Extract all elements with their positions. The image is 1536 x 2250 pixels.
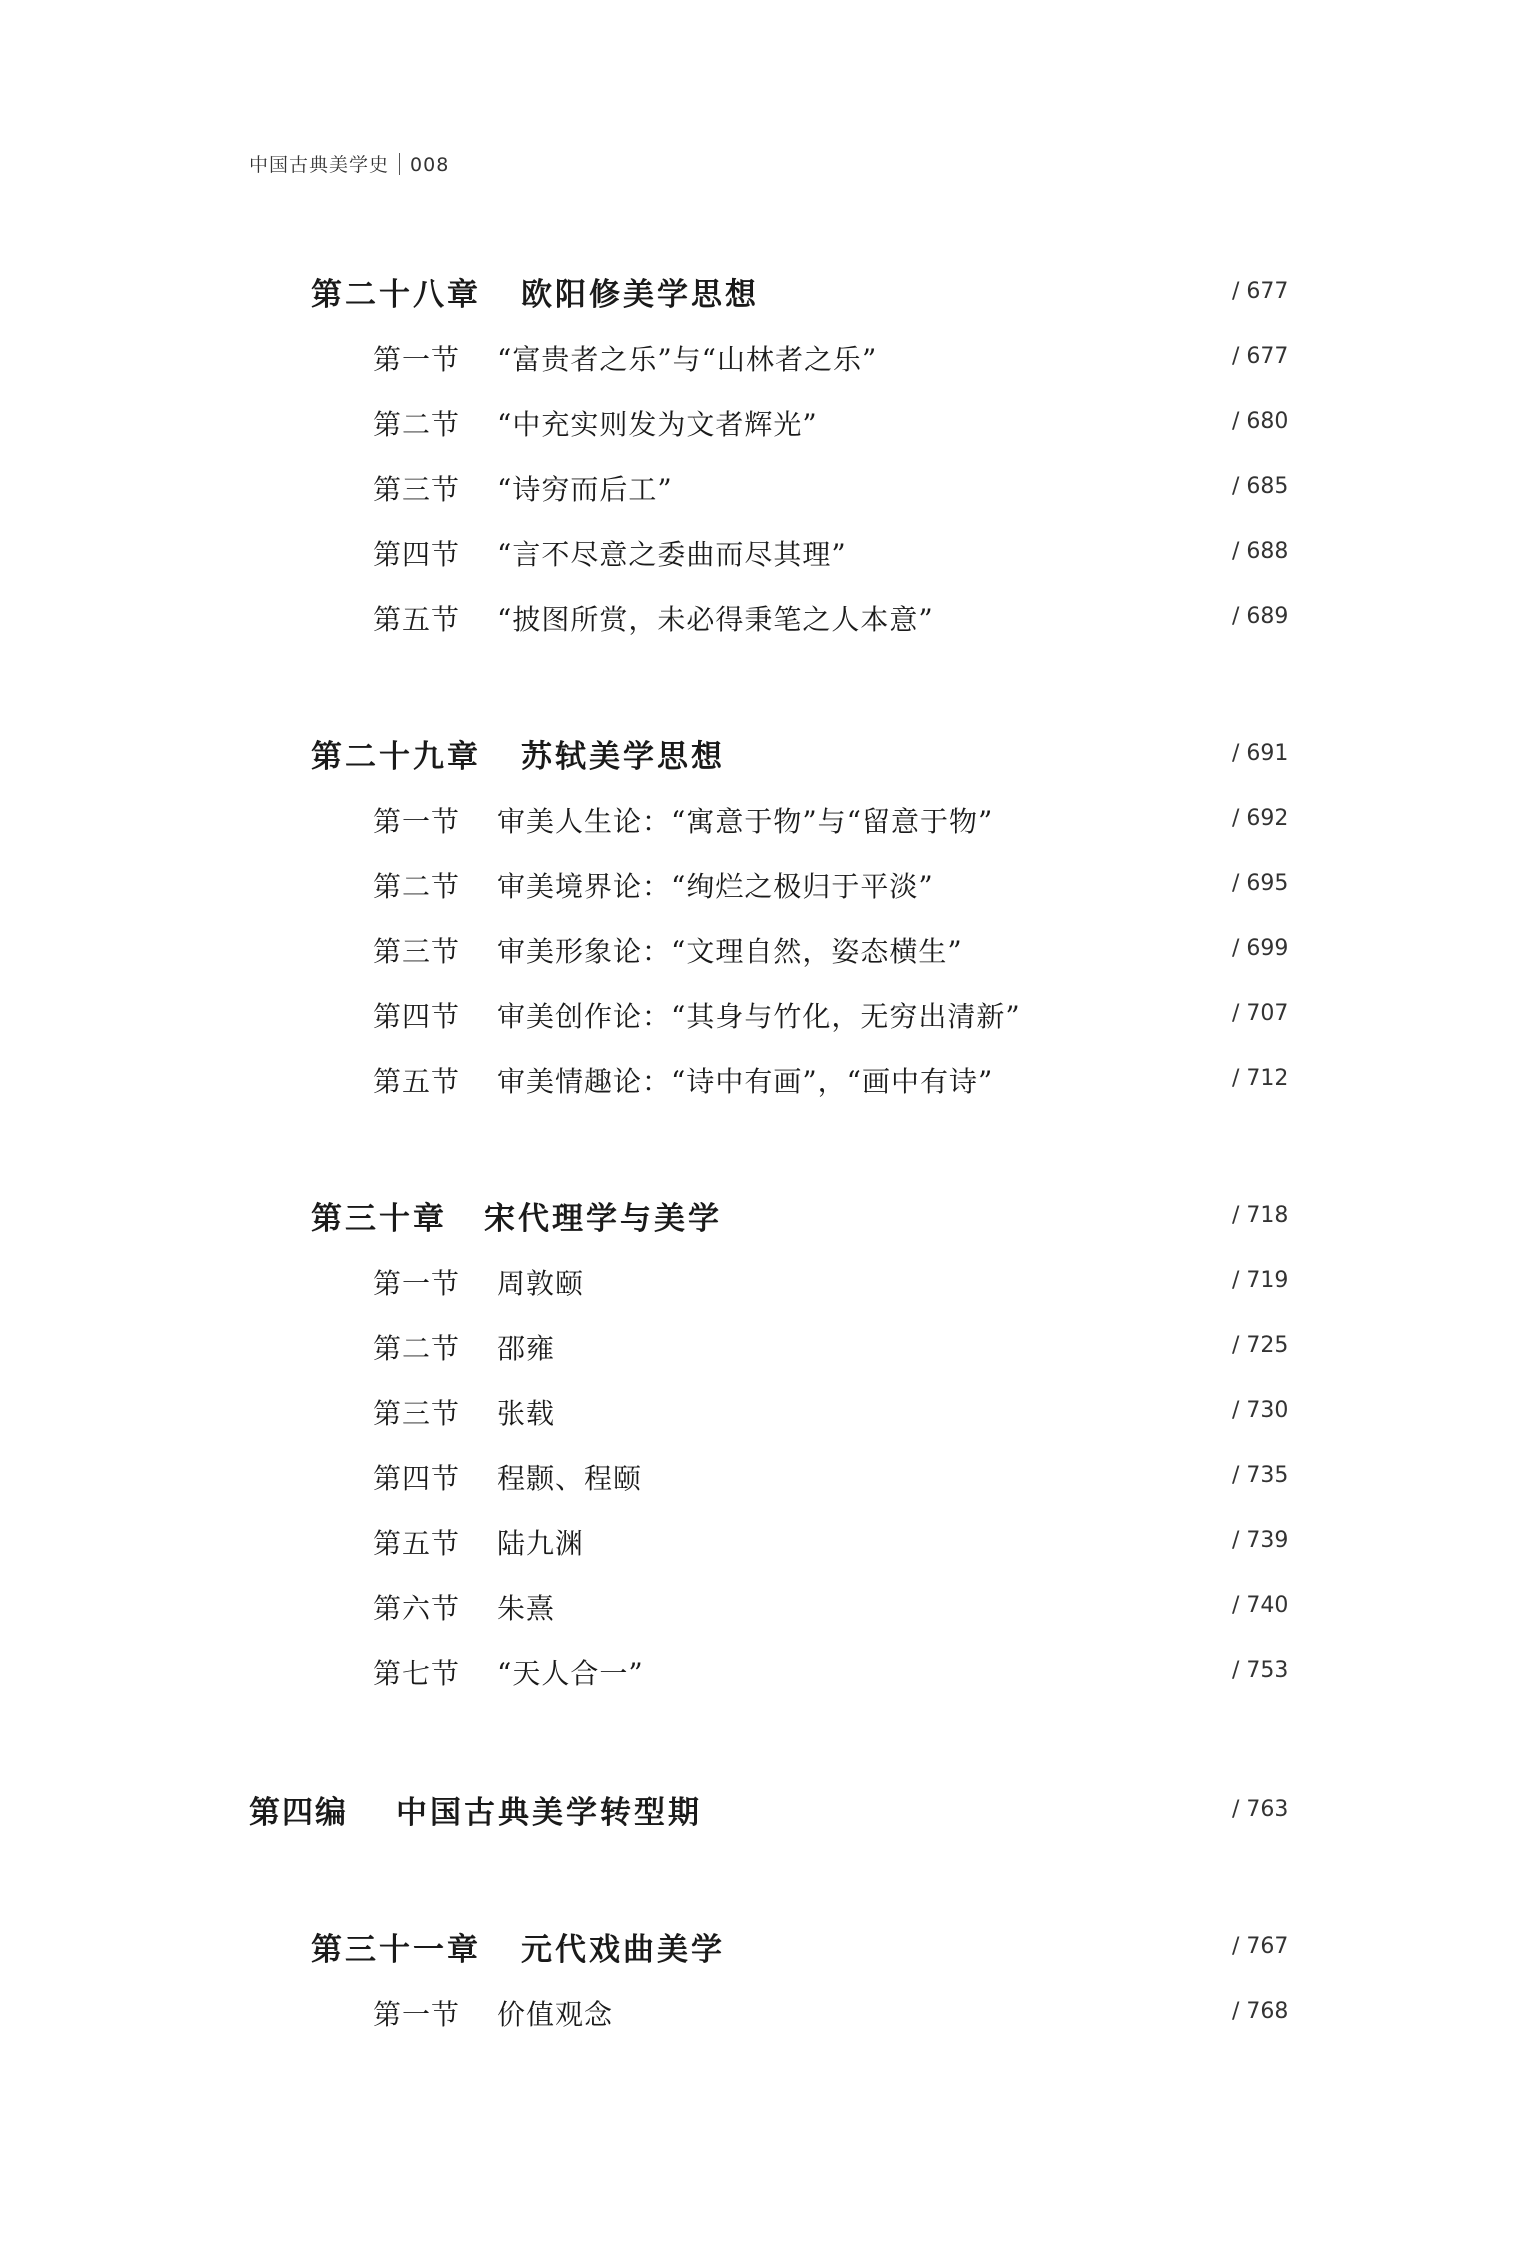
toc-part-4[interactable]: [0, 1783, 1536, 1833]
section-page: / 719: [1232, 1268, 1289, 1293]
toc-chapter-30[interactable]: [0, 1189, 1536, 1239]
toc-section[interactable]: [0, 1579, 1536, 1629]
section-label: 第一节: [373, 343, 461, 376]
section-page: / 730: [1232, 1398, 1289, 1423]
part-page: / 763: [1232, 1797, 1289, 1822]
chapter-label: 第三十章: [311, 1201, 447, 1237]
section-title: 价值观念: [497, 1998, 614, 2031]
section-label: 第一节: [373, 805, 461, 838]
section-label: 第七节: [373, 1657, 461, 1690]
chapter-page: / 718: [1232, 1203, 1289, 1228]
section-label: 第三节: [373, 935, 461, 968]
section-title: 审美人生论：“寓意于物”与“留意于物”: [497, 805, 994, 838]
section-page: / 725: [1232, 1333, 1289, 1358]
toc-section[interactable]: [0, 1052, 1536, 1102]
chapter-title: 欧阳修美学思想: [521, 277, 759, 313]
section-page: / 680: [1232, 409, 1289, 434]
toc-section[interactable]: [0, 330, 1536, 380]
section-page: / 692: [1232, 806, 1289, 831]
toc-section[interactable]: [0, 1644, 1536, 1694]
section-label: 第六节: [373, 1592, 461, 1625]
section-title: 朱熹: [497, 1592, 556, 1625]
section-label: 第五节: [373, 603, 461, 636]
chapter-page: / 677: [1232, 279, 1289, 304]
section-label: 第一节: [373, 1267, 461, 1300]
section-page: / 712: [1232, 1066, 1289, 1091]
part-title: 中国古典美学转型期: [396, 1795, 702, 1831]
section-label: 第一节: [373, 1998, 461, 2031]
toc-section[interactable]: [0, 857, 1536, 907]
section-label: 第二节: [373, 1332, 461, 1365]
section-label: 第四节: [373, 538, 461, 571]
section-title: “天人合一”: [497, 1657, 644, 1690]
chapter-page: / 691: [1232, 741, 1289, 766]
section-title: “中充实则发为文者辉光”: [497, 408, 818, 441]
chapter-label: 第二十八章: [311, 277, 481, 313]
toc-section[interactable]: [0, 792, 1536, 842]
section-label: 第三节: [373, 1397, 461, 1430]
section-page: / 695: [1232, 871, 1289, 896]
section-page: / 735: [1232, 1463, 1289, 1488]
toc-chapter-29[interactable]: [0, 727, 1536, 777]
section-label: 第三节: [373, 473, 461, 506]
toc-section[interactable]: [0, 395, 1536, 445]
part-label: 第四编: [249, 1795, 348, 1831]
header-divider: [399, 153, 400, 175]
toc-section[interactable]: [0, 1985, 1536, 2035]
section-page: / 768: [1232, 1999, 1289, 2024]
section-title: “富贵者之乐”与“山林者之乐”: [497, 343, 878, 376]
toc-section[interactable]: [0, 525, 1536, 575]
page-number: 008: [410, 154, 450, 176]
chapter-label: 第二十九章: [311, 739, 481, 775]
toc-chapter-28[interactable]: [0, 265, 1536, 315]
toc-section[interactable]: [0, 987, 1536, 1037]
chapter-title: 元代戏曲美学: [521, 1932, 725, 1968]
section-page: / 740: [1232, 1593, 1289, 1618]
section-label: 第二节: [373, 408, 461, 441]
section-page: / 689: [1232, 604, 1289, 629]
section-page: / 699: [1232, 936, 1289, 961]
book-title: 中国古典美学史: [249, 154, 390, 176]
toc-section[interactable]: [0, 1384, 1536, 1434]
section-title: 张载: [497, 1397, 556, 1430]
section-page: / 753: [1232, 1658, 1289, 1683]
section-page: / 677: [1232, 344, 1289, 369]
toc-section[interactable]: [0, 1449, 1536, 1499]
section-title: “诗穷而后工”: [497, 473, 673, 506]
section-title: 审美情趣论：“诗中有画”，“画中有诗”: [497, 1065, 994, 1098]
chapter-page: / 767: [1232, 1934, 1289, 1959]
section-page: / 739: [1232, 1528, 1289, 1553]
section-title: 审美境界论：“绚烂之极归于平淡”: [497, 870, 934, 903]
running-header: [249, 150, 449, 177]
toc-section[interactable]: [0, 460, 1536, 510]
section-title: “言不尽意之委曲而尽其理”: [497, 538, 847, 571]
toc-section[interactable]: [0, 1254, 1536, 1304]
section-title: 审美创作论：“其身与竹化，无穷出清新”: [497, 1000, 1021, 1033]
section-page: / 685: [1232, 474, 1289, 499]
toc-chapter-31[interactable]: [0, 1920, 1536, 1970]
section-title: 周敦颐: [497, 1267, 585, 1300]
section-label: 第二节: [373, 870, 461, 903]
section-label: 第四节: [373, 1462, 461, 1495]
section-label: 第五节: [373, 1065, 461, 1098]
section-title: 邵雍: [497, 1332, 556, 1365]
toc-section[interactable]: [0, 922, 1536, 972]
section-label: 第四节: [373, 1000, 461, 1033]
section-page: / 688: [1232, 539, 1289, 564]
section-title: 程颢、程颐: [497, 1462, 643, 1495]
chapter-title: 苏轼美学思想: [521, 739, 725, 775]
section-label: 第五节: [373, 1527, 461, 1560]
chapter-label: 第三十一章: [311, 1932, 481, 1968]
section-title: 陆九渊: [497, 1527, 585, 1560]
chapter-title: 宋代理学与美学: [484, 1201, 722, 1237]
section-title: 审美形象论：“文理自然，姿态横生”: [497, 935, 963, 968]
toc-section[interactable]: [0, 1319, 1536, 1369]
section-title: “披图所赏，未必得秉笔之人本意”: [497, 603, 934, 636]
toc-section[interactable]: [0, 1514, 1536, 1564]
toc-section[interactable]: [0, 590, 1536, 640]
section-page: / 707: [1232, 1001, 1289, 1026]
